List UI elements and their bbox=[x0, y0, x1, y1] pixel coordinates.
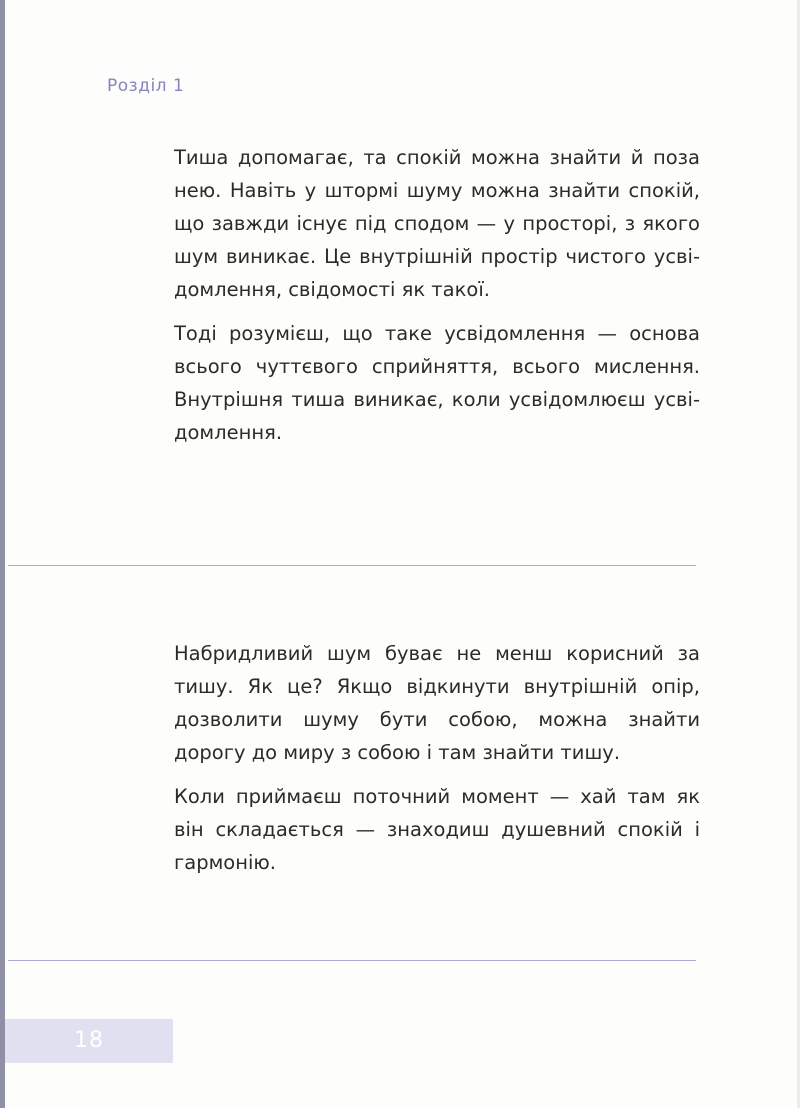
paragraph: Тиша допомагає, та спокій можна знайти й поза нею. Навіть у штормі шуму можна знайти спокій, що завжди існує під сподом — у просторі, з якого шум виникає. Це внутрішній простір чистого усвідомлення, свідомості як такої. bbox=[174, 146, 700, 301]
text-section-1 bbox=[174, 141, 700, 449]
page-number: 18 bbox=[74, 1028, 104, 1053]
paragraph: Коли приймаєш поточний момент — хай там як він складається — знаходиш душевний спокій і гармонію. bbox=[174, 785, 700, 874]
paragraph: Набридливий шум буває не менш корисний за тишу. Як це? Якщо відкинути внутрішній опір, дозволити шуму бути собою, можна знайти дорогу до миру з собою і там знайти тишу. bbox=[174, 642, 700, 764]
page-left-edge bbox=[0, 0, 5, 1108]
section-divider bbox=[8, 565, 696, 566]
text-section-2 bbox=[174, 637, 700, 879]
section-divider bbox=[8, 960, 696, 961]
paragraph: Тоді розумієш, що таке усвідомлення — основа всього чуттєвого сприйняття, всього мислення. Внутрішня тиша виникає, коли усвідомлюєш усвідомлення. bbox=[174, 322, 700, 444]
chapter-heading: Розділ 1 bbox=[107, 76, 185, 96]
